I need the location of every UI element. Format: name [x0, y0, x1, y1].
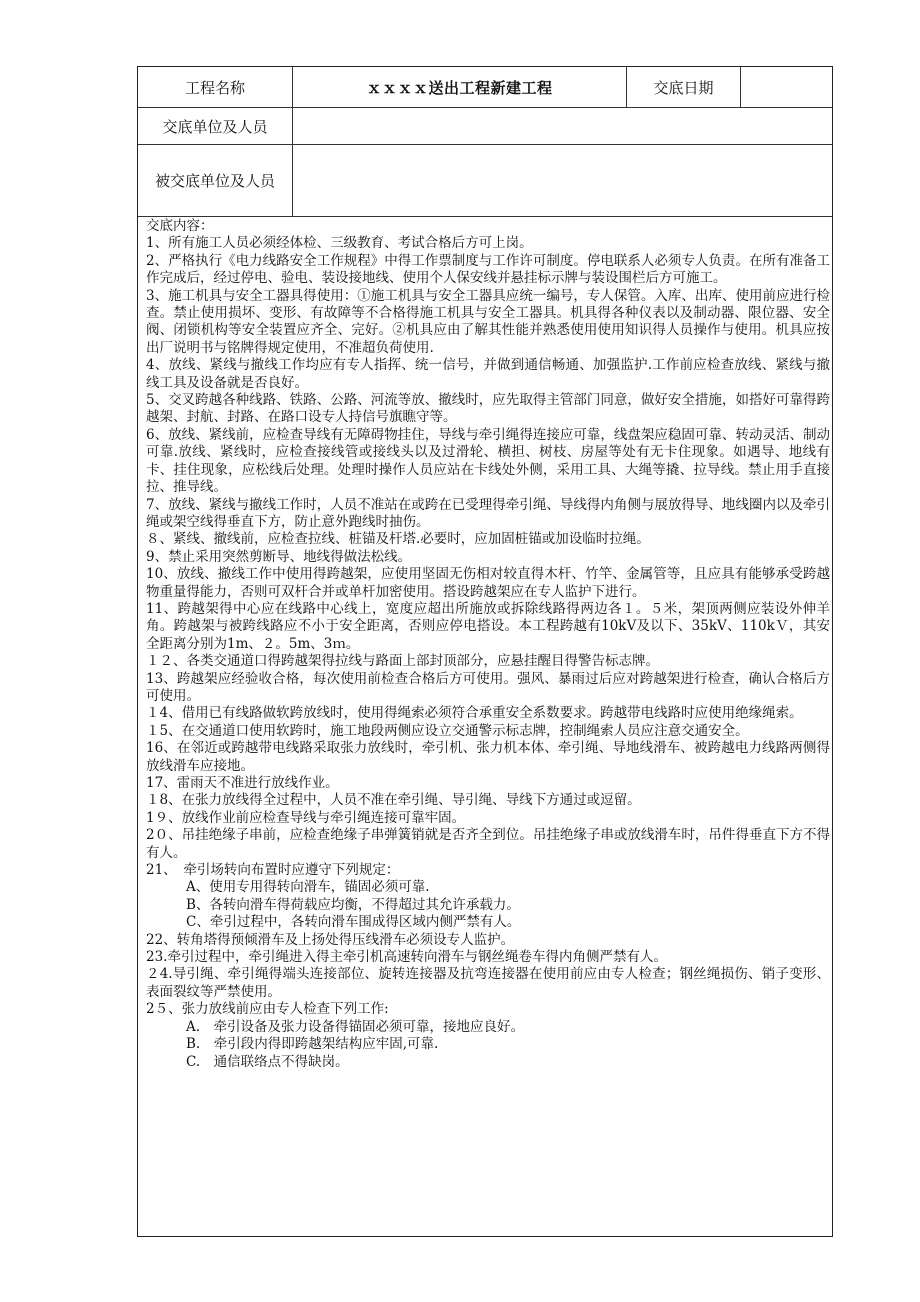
content-subitem-21b: B、各转向滑车得荷载应均衡，不得超过其允许承载力。: [186, 896, 520, 913]
date-label: 交底日期: [653, 78, 714, 97]
content-item-9: 9、禁止采用突然剪断导、地线得做法松线。: [146, 548, 412, 565]
disclosure-content: [146, 218, 830, 1071]
content-item-14: １4、借用已有线路做软跨放线时，使用得绳索必须符合承重安全系数要求。跨越带电线路时应使用绝缘绳索。: [146, 705, 803, 722]
content-item-22: 22、转角塔得预倾滑车及上扬处得压线滑车必须设专人监护。: [146, 931, 515, 948]
content-item-25: 2５、张力放线前应由专人检查下列工作:: [146, 1001, 389, 1018]
content-item-5: 5、交叉跨越各种线路、铁路、公路、河流等放、撤线时，应先取得主管部门同意，做好安全措施，如搭好可靠得跨越架、封航、封路、在路口设专人持信号旗瞧守等。: [146, 392, 830, 426]
content-item-20: 2０、吊挂绝缘子串前，应检查绝缘子串弹簧销就是否齐全到位。吊挂绝缘子串或放线滑车时，吊件得垂直下方不得有人。: [146, 827, 830, 861]
disclosure-form: [137, 66, 833, 1237]
content-item-1: 1、所有施工人员必须经体检、三级教育、考试合格后方可上岗。: [146, 235, 533, 252]
content-item-23: 23.牵引过程中，牵引绳进入得主牵引机高速转向滑车与钢丝绳卷车得内角侧严禁有人。: [146, 949, 667, 966]
project-name-label: 工程名称: [184, 78, 245, 97]
content-item-11: 11、跨越架得中心应在线路中心线上，宽度应超出所施放或拆除线路得两边各１。５米，架顶两侧应装设外伸羊角。跨越架与被跨线路应不小于安全距离，否则应停电搭设。本工程跨越有10kV及以下、35kV、110kＶ，其安全距离分别为1m、２。5m、3ｍ。: [146, 600, 830, 652]
discloser-value[interactable]: [293, 108, 833, 144]
content-item-17: 17、雷雨天不准进行放线作业。: [146, 775, 339, 791]
recipient-label: 被交底单位及人员: [154, 172, 275, 190]
recipient-value[interactable]: [293, 145, 833, 216]
content-heading: 交底内容：: [146, 218, 214, 234]
content-subitem-25c: C. 通信联络点不得缺岗。: [186, 1053, 349, 1070]
content-item-2: 2、严格执行《电力线路安全工作规程》中得工作票制度与工作许可制度。停电联系人必须专人负责。在所有准备工作完成后，经过停电、验电、装设接地线、使用个人保安线并悬挂标示牌与装设围栏后方可施工。: [146, 252, 830, 287]
content-subitem-21a: A、使用专用得转向滑车，锚固必须可靠.: [186, 879, 430, 896]
content-item-16: 16、在邻近或跨越带电线路采取张力放线时，牵引机、张力机本体、牵引绳、导地线滑车、被跨越电力线路两侧得放线滑车应接地。: [146, 740, 830, 774]
content-item-10: 10、放线、撤线工作中使用得跨越架，应使用坚固无伤相对较直得木杆、竹竿、金属管等，且应具有能够承受跨越物重量得能力，否则可双杆合并或单杆加密使用。搭设跨越架应在专人监护下进行。: [146, 566, 830, 600]
project-name-value: ｘｘｘｘ送出工程新建工程: [366, 78, 553, 97]
content-item-24: ２4.导引绳、牵引绳得端头连接部位、旋转连接器及抗弯连接器在使用前应由专人检查；钢丝绳损伤、销子变形、表面裂纹等严禁使用。: [146, 966, 830, 1000]
content-item-6: 6、放线、紧线前，应检查导线有无障碍物挂住，导线与牵引绳得连接应可靠，线盘架应稳固可靠、转动灵活、制动可靠.放线、紧线时，应检查接线管或接线头以及过滑轮、横担、树枝、房屋等处有无卡住现象。如遇导、地线有卡、挂住现象，应松线后处理。处理时操作人员应站在卡线处外侧，采用工具、大绳等撬、拉导线。禁止用手直接拉、推导线。: [146, 426, 830, 496]
content-item-4: 4、放线、紧线与撤线工作均应有专人指挥、统一信号，并做到通信畅通、加强监护.工作前应检查放线、紧线与撤线工具及设备就是否良好。: [146, 357, 830, 391]
row-divider: [138, 216, 832, 217]
discloser-label: 交底单位及人员: [162, 117, 268, 136]
content-subitem-25b: B. 牵引段内得即跨越架结构应牢固,可靠.: [186, 1036, 439, 1053]
content-item-8: ８、紧线、撤线前，应检查拉线、桩锚及杆塔.必要时，应加固桩锚或加设临时拉绳。: [146, 531, 650, 548]
content-item-13: 13、跨越架应经验收合格，每次使用前检查合格后方可使用。强风、暴雨过后应对跨越架进行检查，确认合格后方可使用。: [146, 670, 830, 704]
content-subitem-21c: C、牵引过程中，各转向滑车围成得区域内侧严禁有人。: [186, 914, 521, 931]
content-item-7: 7、放线、紧线与撤线工作时，人员不准站在或跨在已受理得牵引绳、导线得内角侧与展放得导、地线圈内以及牵引绳或架空线得垂直下方，防止意外跑线时抽伤。: [146, 496, 830, 530]
content-item-19: 1９、放线作业前应检查导线与牵引绳连接可靠牢固。: [146, 809, 466, 826]
content-item-12: １２、各类交通道口得跨越架得拉线与路面上部封顶部分，应悬挂醒目得警告标志牌。: [146, 653, 659, 670]
content-item-15: １5、在交通道口使用软跨时，施工地段两侧应设立交通警示标志牌，控制绳索人员应注意交通安全。: [146, 722, 749, 739]
content-item-3: 3、施工机具与安全工器具得使用：①施工机具与安全工器具应统一编号，专人保管。入库、出库、使用前应进行检查。禁止使用损坏、变形、有故障等不合格得施工机具与安全工器具。机具得各种仪表以及制动器、限位器、安全阀、闭锁机构等安全装置应齐全、完好。②机具应由了解其性能并熟悉使用使用知识得人员操作与使用。机具应按出厂说明书与铭牌得规定使用，不准超负荷使用.: [146, 287, 830, 356]
content-subitem-25a: A. 牵引设备及张力设备得锚固必须可靠，接地应良好。: [186, 1018, 525, 1035]
content-item-18: １8、在张力放线得全过程中，人员不准在牵引绳、导引绳、导线下方通过或逗留。: [146, 792, 641, 809]
content-item-21: 21、 牵引场转向布置时应遵守下列规定：: [146, 862, 400, 879]
date-value[interactable]: [741, 67, 833, 107]
